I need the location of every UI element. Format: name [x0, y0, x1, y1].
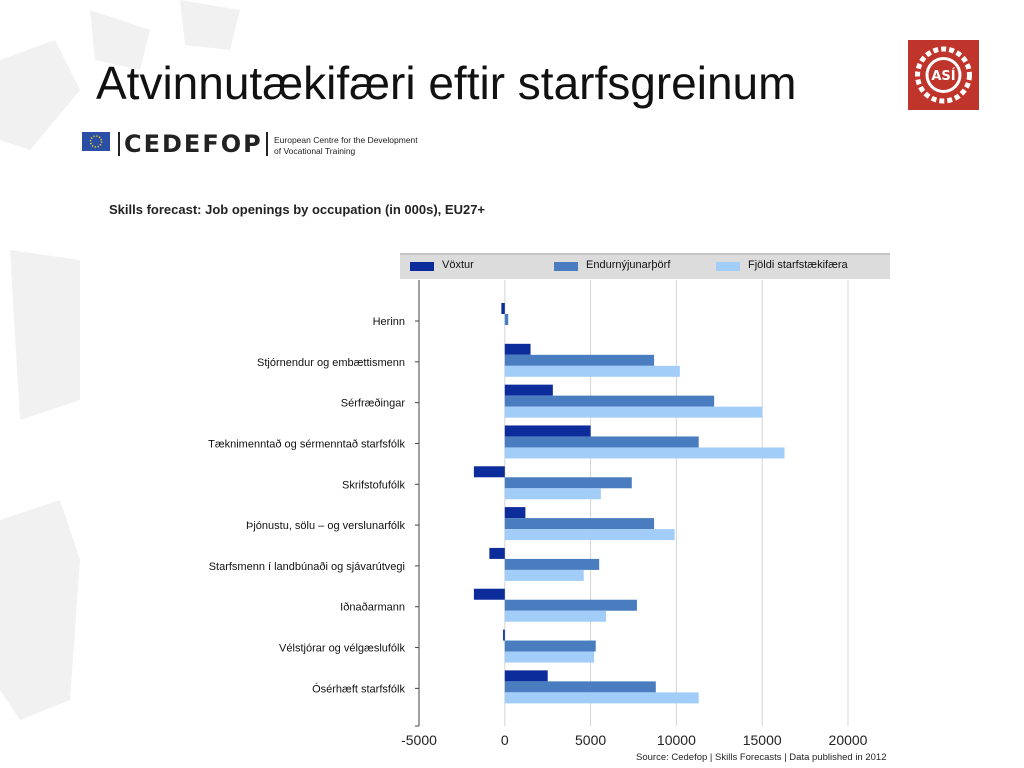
bar-voxtur — [505, 670, 548, 681]
slide-title: Atvinnutækifæri eftir starfsgreinum — [96, 57, 797, 109]
bar-endurnyjun — [505, 396, 714, 407]
cedefop-wordmark: CEDEFOP — [124, 130, 263, 158]
category-label: Stjórnendur og embættismenn — [257, 356, 405, 369]
cedefop-desc-line: of Vocational Training — [274, 146, 356, 156]
bar-fjoldi — [505, 366, 680, 377]
legend-swatch — [554, 262, 578, 271]
chart-legend — [400, 253, 890, 279]
x-tick-label: 20000 — [828, 732, 868, 748]
bar-fjoldi — [505, 407, 762, 418]
asi-logo-text: ASÍ — [931, 69, 956, 84]
legend-label: Vöxtur — [442, 259, 474, 271]
legend-label: Endurnýjunarþörf — [586, 259, 671, 271]
category-label: Herinn — [372, 316, 405, 328]
bar-fjoldi — [505, 488, 601, 499]
bar-endurnyjun — [505, 355, 654, 366]
bar-fjoldi — [505, 529, 675, 540]
bar-fjoldi — [505, 611, 606, 622]
x-tick-label: 10000 — [656, 732, 696, 748]
bar-voxtur — [505, 507, 526, 518]
category-label: Iðnaðarmann — [340, 601, 405, 614]
bar-endurnyjun — [505, 518, 654, 529]
bar-endurnyjun — [505, 641, 596, 652]
bar-endurnyjun — [505, 681, 656, 692]
x-tick-label: 15000 — [742, 732, 782, 748]
bar-voxtur — [474, 466, 505, 477]
source-note: Source: Cedefop | Skills Forecasts | Data published in 2012 — [636, 752, 887, 763]
bar-fjoldi — [505, 652, 594, 663]
legend-label: Fjöldi starfstækifæra — [748, 259, 848, 271]
bar-voxtur — [474, 589, 505, 600]
bar-voxtur — [501, 303, 504, 314]
x-tick-label: 0 — [500, 732, 509, 748]
bar-voxtur — [503, 630, 505, 641]
bar-voxtur — [505, 385, 553, 396]
bar-endurnyjun — [505, 436, 699, 447]
bar-voxtur — [505, 344, 531, 355]
bar-fjoldi — [505, 692, 699, 703]
category-label: Tæknimenntað og sérmenntað starfsfólk — [208, 438, 405, 451]
legend-swatch — [716, 262, 740, 271]
bar-endurnyjun — [505, 314, 508, 325]
category-label: Sérfræðingar — [340, 397, 405, 410]
x-tick-label: 5000 — [575, 732, 607, 748]
category-label: Þjónustu, sölu – og verslunarfólk — [246, 520, 405, 533]
category-label: Vélstjórar og vélgæslufólk — [279, 642, 405, 655]
bar-fjoldi — [505, 447, 785, 458]
bar-voxtur — [489, 548, 504, 559]
category-label: Starfsmenn í landbúnaði og sjávarútvegi — [208, 560, 405, 573]
x-tick-label: -5000 — [401, 732, 437, 748]
bar-endurnyjun — [505, 559, 599, 570]
chart-title: Skills forecast: Job openings by occupation (in 000s), EU27+ — [109, 202, 486, 217]
bar-endurnyjun — [505, 477, 632, 488]
bar-fjoldi — [505, 570, 584, 581]
bar-endurnyjun — [505, 600, 637, 611]
category-label: Skrifstofufólk — [342, 479, 405, 492]
bar-voxtur — [505, 425, 591, 436]
legend-swatch — [410, 262, 434, 271]
cedefop-desc-line: European Centre for the Development — [274, 135, 418, 145]
category-label: Ósérhæft starfsfólk — [312, 683, 405, 696]
